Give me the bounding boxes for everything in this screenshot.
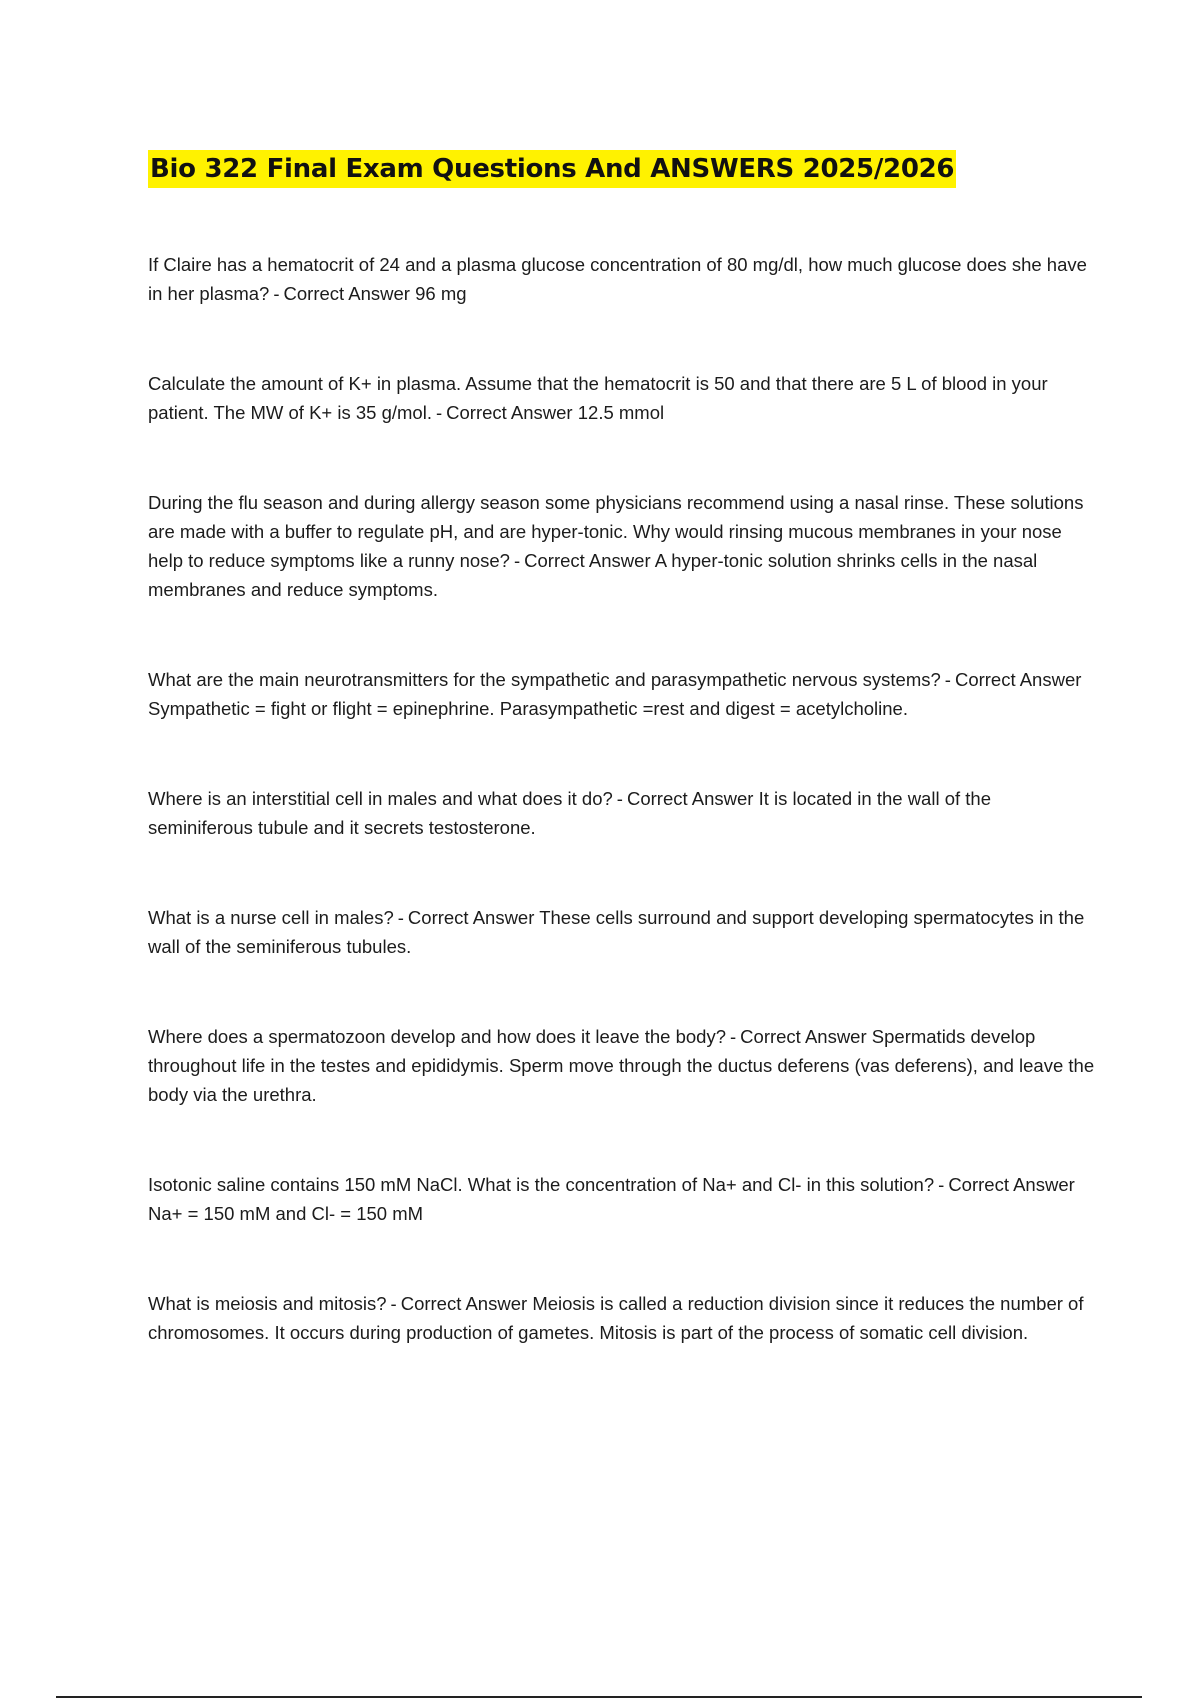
qa-item-4: What are the main neurotransmitters for the sympathetic and parasympathetic nervous systems? - Correct Answer Sympathetic = fight or flight = epinephrine. Parasympathetic =rest and digest = acetylcholine.	[148, 669, 1082, 719]
qa-item-5: Where is an interstitial cell in males and what does it do? - Correct Answer It is located in the wall of the seminiferous tubule and it secrets testosterone.	[148, 788, 991, 838]
answer-text: Sympathetic = fight or flight = epinephrine. Parasympathetic =rest and digest = acetylcholine.	[148, 698, 908, 719]
answer-text: It is located in the wall of the seminiferous tubule and it secrets testosterone.	[148, 788, 991, 838]
answer-text: Na+ = 150 mM and Cl- = 150 mM	[148, 1203, 424, 1224]
answer-label: Correct Answer	[283, 283, 410, 304]
question-text: Where does a spermatozoon develop and how does it leave the body?	[148, 1026, 726, 1047]
qa-item-7: Where does a spermatozoon develop and how does it leave the body? - Correct Answer Spermatids develop throughout life in the testes and epididymis. Sperm move through the ductus deferens (vas deferens), and leave the body via the urethra.	[148, 1026, 1095, 1105]
question-text: If Claire has a hematocrit of 24 and a plasma glucose concentration of 80 mg/dl, how much glucose does she have in her plasma?	[148, 254, 1087, 304]
answer-label: Correct Answer	[954, 669, 1082, 690]
question-text: Where is an interstitial cell in males and what does it do?	[148, 788, 613, 809]
question-text: Isotonic saline contains 150 mM NaCl. What is the concentration of Na+ and Cl- in this solution?	[148, 1174, 935, 1195]
answer-text: Spermatids develop throughout life in the testes and epididymis. Sperm move through the ductus deferens (vas deferens), and leave the body via the urethra.	[148, 1026, 1095, 1105]
question-text: What are the main neurotransmitters for the sympathetic and parasympathetic nervous systems?	[148, 669, 941, 690]
answer-label: Correct Answer	[446, 402, 573, 423]
answer-text: These cells surround and support developing spermatocytes in the wall of the seminiferous tubules.	[148, 907, 1085, 957]
question-text: During the flu season and during allergy season some physicians recommend using a nasal rinse. These solutions are made with a buffer to regulate pH, and are hyper-tonic. Why would rinsing mucous membranes in your nose help to reduce symptoms like a runny nose?	[148, 492, 1084, 571]
qa-list	[148, 250, 1098, 1347]
title-block	[148, 150, 956, 188]
qa-item-9: What is meiosis and mitosis? - Correct Answer Meiosis is called a reduction division since it reduces the number of chromosomes. It occurs during production of gametes. Mitosis is part of the process of somatic cell division.	[148, 1293, 1084, 1343]
question-text: What is a nurse cell in males?	[148, 907, 394, 928]
answer-label: Correct Answer	[524, 550, 651, 571]
qa-item-1: If Claire has a hematocrit of 24 and a plasma glucose concentration of 80 mg/dl, how much glucose does she have in her plasma? - Correct Answer 96 mg	[148, 254, 1087, 304]
answer-label: Correct Answer	[626, 788, 754, 809]
answer-label: Correct Answer	[740, 1026, 867, 1047]
qa-item-3: During the flu season and during allergy season some physicians recommend using a nasal rinse. These solutions are made with a buffer to regulate pH, and are hyper-tonic. Why would rinsing mucous membranes in your nose help to reduce symptoms like a runny nose? - Correct Answer A hyper-tonic solution shrinks cells in the nasal membranes and reduce symptoms.	[148, 492, 1084, 600]
document-title: Bio 322 Final Exam Questions And ANSWERS 2025/2026	[148, 150, 956, 188]
answer-text: 12.5 mmol	[577, 402, 665, 423]
answer-label: Correct Answer	[400, 1293, 528, 1314]
answer-text: 96 mg	[415, 283, 467, 304]
answer-text: A hyper-tonic solution shrinks cells in the nasal membranes and reduce symptoms.	[148, 550, 1038, 600]
question-text: Calculate the amount of K+ in plasma. Assume that the hematocrit is 50 and that there are 5 L of blood in your patient. The MW of K+ is 35 g/mol.	[148, 373, 1048, 423]
question-text: What is meiosis and mitosis?	[148, 1293, 387, 1314]
qa-item-8: Isotonic saline contains 150 mM NaCl. What is the concentration of Na+ and Cl- in this solution? - Correct Answer Na+ = 150 mM and Cl- = 150 mM	[148, 1174, 1075, 1224]
qa-item-2: Calculate the amount of K+ in plasma. Assume that the hematocrit is 50 and that there are 5 L of blood in your patient. The MW of K+ is 35 g/mol. - Correct Answer 12.5 mmol	[148, 373, 1048, 423]
answer-label: Correct Answer	[407, 907, 535, 928]
qa-item-6: What is a nurse cell in males? - Correct Answer These cells surround and support developing spermatocytes in the wall of the seminiferous tubules.	[148, 907, 1085, 957]
bottom-divider	[56, 1696, 1142, 1698]
answer-text: Meiosis is called a reduction division since it reduces the number of chromosomes. It occurs during production of gametes. Mitosis is part of the process of somatic cell division.	[148, 1293, 1084, 1343]
answer-label: Correct Answer	[948, 1174, 1075, 1195]
